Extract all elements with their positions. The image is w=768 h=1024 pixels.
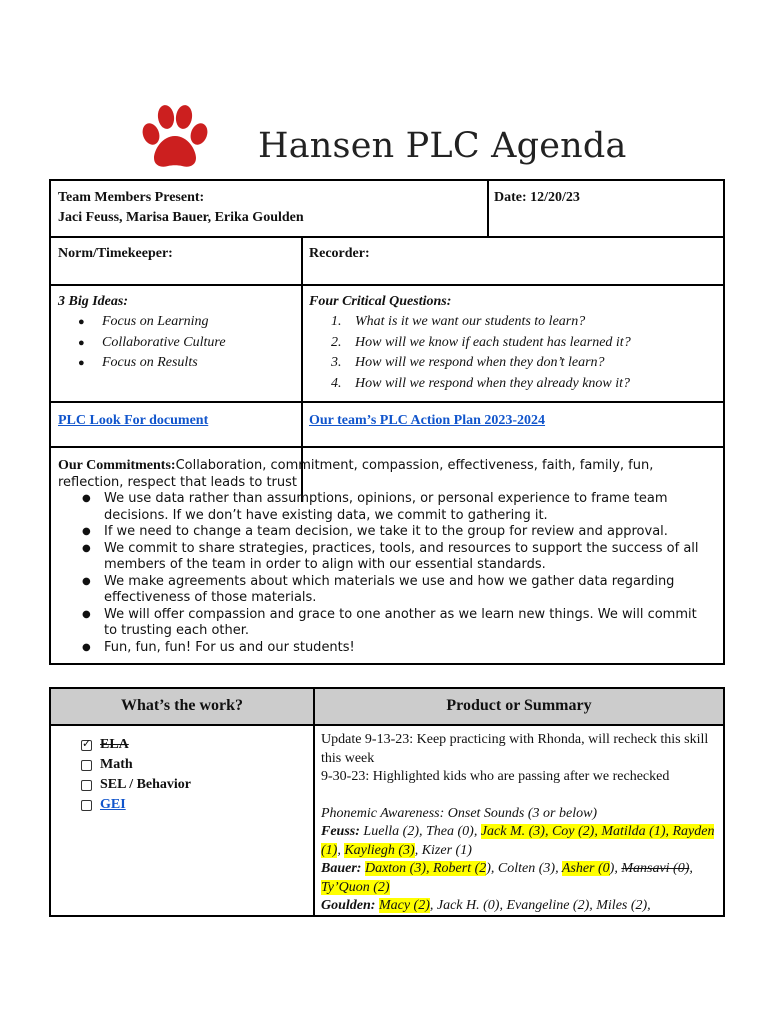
checkbox-icon[interactable] [81,760,92,771]
teacher-name: Bauer: [321,861,362,876]
big-ideas-label: 3 Big Ideas: [58,294,128,309]
highlighted-students: Jack M. (3), Coy (2), Matilda (1), Rayden (1) [321,824,715,858]
highlighted-students: Ty’Quon (2) [321,879,390,895]
summary-recheck-line: 9-30-23: Highlighted kids who are passing after we rechecked [321,769,670,784]
checklist-label: Math [100,757,133,772]
list-item [331,353,719,374]
question-number: 4. [331,375,342,391]
question-number: 3. [331,355,342,370]
checklist-item-sel[interactable] [81,775,191,795]
list-item: ● If we need to change a team decision, we take it to the group for review and approval. [82,524,708,541]
summary-feuss-line [321,823,717,860]
teacher-name: Feuss: [321,824,360,839]
list-item: ● We will offer compassion and grace to one another as we learn new things. We will commit to trusting each other. [82,607,708,640]
student-list: ), [609,861,618,876]
summary-heading: Phonemic Awareness: Onset Sounds (3 or below) [321,805,598,821]
checklist-item-ela[interactable] [81,735,191,755]
team-members-cell [58,188,304,228]
question-text: How will we respond when they already know it? [355,375,631,391]
commitments-intro [58,458,708,491]
list-item [331,374,719,395]
checklist-label: SEL / Behavior [100,777,192,792]
summary-bauer-line [321,860,717,897]
list-item [331,312,719,333]
critical-questions-list [309,312,719,394]
gei-link[interactable]: GEI [100,797,126,812]
struck-student: Mansavi (0) [621,861,690,876]
big-ideas-cell [58,292,294,374]
critical-questions-cell [309,292,719,394]
student-list: Luella (2), Thea (0), [363,824,478,839]
checklist-item-gei[interactable] [81,795,191,815]
work-checklist [81,735,191,815]
question-text: How will we know if each student has learned it? [355,334,631,350]
student-list: , Kizer (1) [414,842,472,858]
work-table [49,687,725,917]
teacher-name: Goulden: [321,898,376,913]
highlighted-students: Asher (0 [561,861,610,876]
recorder-label: Recorder: [309,246,370,261]
commitments-values: Collaboration, commitment, compassion, effectiveness, faith, family, fun, reflection, respect that leads to trust [58,458,654,490]
checklist-item-math[interactable] [81,755,191,775]
summary-update-line: Update 9-13-23: Keep practicing with Rhonda, will recheck this skill this week [321,732,709,766]
plc-action-plan-link[interactable]: Our team’s PLC Action Plan 2023-2024 [309,413,546,428]
question-text: How will we respond when they don’t learn? [355,355,605,370]
norm-timekeeper-label: Norm/Timekeeper: [58,246,173,261]
paw-print-icon [140,104,210,170]
highlighted-students: Kayliegh (3) [344,842,415,858]
summary-column-header: Product or Summary [446,697,592,714]
commitments-list [58,491,708,656]
meeting-date: Date: 12/20/23 [494,190,580,205]
agenda-table [49,179,725,665]
team-members-names: Jaci Feuss, Marisa Bauer, Erika Goulden [58,210,304,225]
student-list: ), Colten (3), [486,861,559,876]
checkbox-icon[interactable] [81,800,92,811]
commitments-label: Our Commitments: [58,458,176,473]
separator: , [337,842,341,858]
team-members-label: Team Members Present: [58,190,205,205]
checkbox-icon[interactable] [81,780,92,791]
summary-goulden-line [321,897,717,916]
list-item [331,333,719,354]
work-column-header: What’s the work? [120,697,244,714]
plc-look-for-link[interactable]: PLC Look For document [58,413,209,428]
list-item: ● Focus on Results [78,353,294,374]
list-item: ● Collaborative Culture [78,333,294,354]
list-item: ● Focus on Learning [78,312,294,333]
big-ideas-list [58,312,294,374]
critical-questions-label: Four Critical Questions: [309,294,452,309]
question-text: What is it we want our students to learn? [355,314,586,329]
highlighted-students: Macy (2) [378,898,430,913]
list-item: ● We use data rather than assumptions, opinions, or personal experience to frame team decisions. If we don’t have existing data, we commit to gathering it. [82,491,708,524]
question-number: 2. [331,334,342,350]
checklist-label: ELA [100,737,129,752]
page-title: Hansen PLC Agenda [258,126,627,166]
question-number: 1. [331,314,342,329]
list-item: ● We make agreements about which materials we use and how we gather data regarding effectiveness of those materials. [82,574,708,607]
separator: , [689,861,693,876]
checkbox-checked-icon[interactable] [81,740,92,751]
student-list: , Jack H. (0), Evangeline (2), Miles (2), [429,898,651,913]
highlighted-students: Daxton (3), Robert (2 [364,861,487,876]
list-item: ● We commit to share strategies, practices, tools, and resources to support the success of all members of the team in order to align with our essential standards. [82,541,708,574]
commitments-cell [58,458,708,656]
list-item: ● Fun, fun, fun! For us and our students! [82,640,708,657]
summary-content [321,731,717,916]
